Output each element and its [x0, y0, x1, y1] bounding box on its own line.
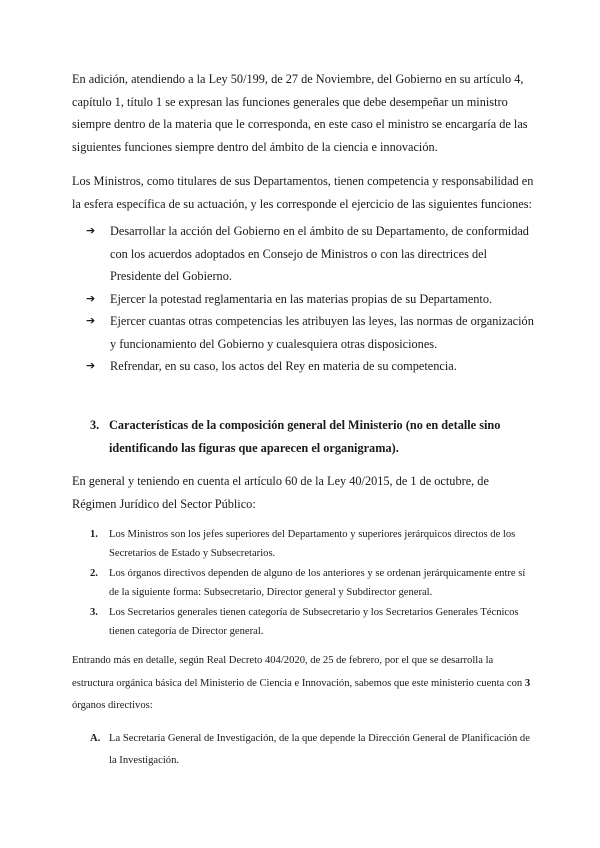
- list-item-text: Refrendar, en su caso, los actos del Rey en materia de su competencia.: [110, 359, 457, 373]
- list-number: 3.: [90, 607, 98, 618]
- paragraph-ministros-competencia: Los Ministros, como titulares de sus Departamentos, tienen competencia y responsabilidad en la esfera específica de su actuación, y les corresponde el ejercicio de las siguientes funciones:: [72, 174, 534, 211]
- list-item: [90, 604, 530, 641]
- list-item-text: Los órganos directivos dependen de alguno de los anteriores y se ordenan jerárquicamente entre sí de la siguiente forma: Subsecretario, Director general y Subdirector general.: [109, 568, 526, 598]
- list-item: [86, 355, 536, 378]
- list-number: 1.: [90, 529, 98, 540]
- list-number: 2.: [90, 568, 98, 579]
- paragraph-real-decreto: [72, 650, 534, 718]
- section-number: 3.: [90, 418, 100, 432]
- list-item-text: Los Ministros son los jefes superiores del Departamento y superiores jerárquicos directos de los Secretarios de Estado y Subsecretarios.: [109, 529, 516, 559]
- list-item: [86, 220, 536, 288]
- list-letter: A.: [90, 733, 101, 744]
- list-item-text: La Secretaría General de Investigación, de la que depende la Dirección General de Planificación de la Investigación.: [109, 733, 530, 766]
- arrow-bullet-icon: ➔: [86, 291, 96, 305]
- list-item: [86, 310, 536, 355]
- list-item-text: Ejercer cuantas otras competencias les atribuyen las leyes, las normas de organización y funcionamiento del Gobierno y cualesquiera otras disposiciones.: [110, 314, 534, 351]
- section-3-heading: [90, 414, 530, 459]
- list-item-text: Desarrollar la acción del Gobierno en el ámbito de su Departamento, de conformidad con los acuerdos adoptados en Consejo de Ministros o con las directrices del Presidente del Gobierno.: [110, 224, 529, 283]
- organ-count: 3: [524, 677, 531, 689]
- hierarchy-numbered-list: [90, 526, 530, 643]
- list-item: [90, 565, 530, 602]
- list-item-text: Los Secretarios generales tienen categoría de Subsecretario y los Secretarios Generales Técnicos tienen categoría de Director general.: [109, 607, 519, 637]
- list-item-text: Ejercer la potestad reglamentaria en las materias propias de su Departamento.: [110, 291, 493, 306]
- arrow-bullet-icon: ➔: [86, 314, 96, 327]
- functions-bullet-list: [86, 220, 536, 378]
- paragraph-ley-40-2015: En general y teniendo en cuenta el artículo 60 de la Ley 40/2015, de 1 de octubre, de Régimen Jurídico del Sector Público:: [72, 474, 489, 511]
- paragraph-text-end: órganos directivos:: [72, 700, 153, 711]
- section-title: Características de la composición general del Ministerio (no en detalle sino identificando las figuras que aparecen el organigrama).: [109, 418, 501, 455]
- paragraph-ley-50-1997: En adición, atendiendo a la Ley 50/199, de 27 de Noviembre, del Gobierno en su artículo 4, capítulo 1, título 1 se expresan las funciones generales que debe desempeñar un ministro siempre dentro de la materia que le corresponda, en este caso el ministro se encargaría de las siguientes funciones siempre dentro del ámbito de la ciencia e innovación.: [72, 72, 528, 154]
- lettered-list-item: [90, 728, 530, 771]
- arrow-bullet-icon: ➔: [86, 224, 96, 237]
- list-item: [86, 288, 536, 311]
- paragraph-text: Entrando más en detalle, según Real Decreto 404/2020, de 25 de febrero, por el que se desarrolla la estructura orgánica básica del Ministerio de Ciencia e Innovación, sabemos que este ministerio cuenta con: [72, 655, 525, 689]
- list-item: [90, 526, 530, 563]
- arrow-bullet-icon: ➔: [86, 359, 96, 372]
